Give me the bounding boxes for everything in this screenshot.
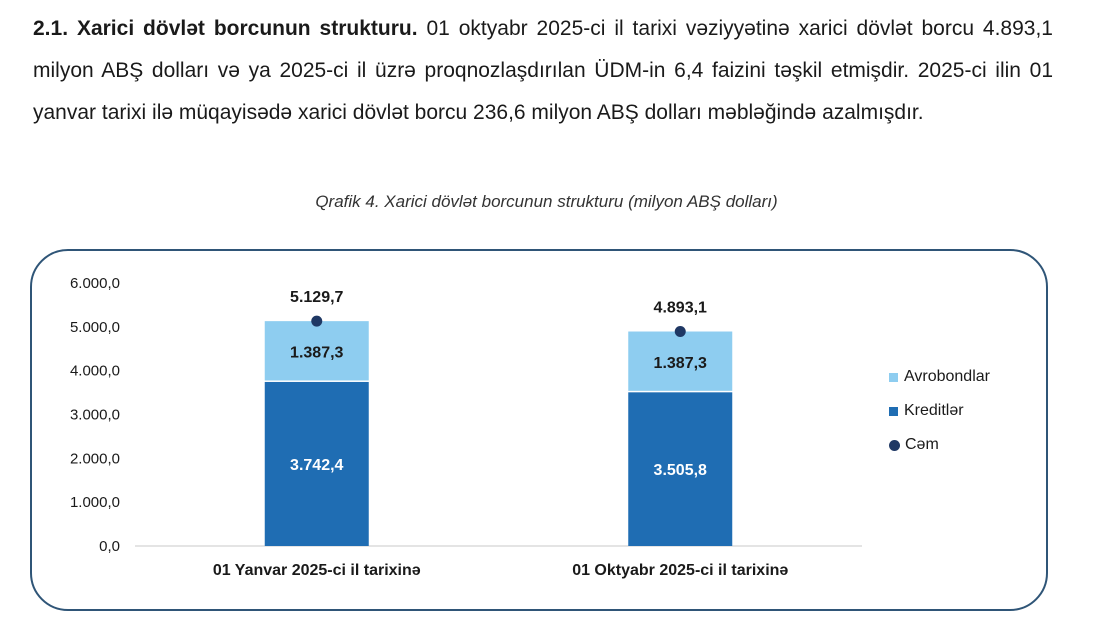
- legend-item-kreditler: [889, 394, 990, 428]
- y-tick-label: 5.000,0: [69, 318, 120, 336]
- y-tick-label: 6.000,0: [69, 275, 120, 292]
- legend-marker-cem: [889, 440, 900, 451]
- section-heading: 2.1. Xarici dövlət borcunun strukturu.: [33, 17, 418, 40]
- y-tick-label: 1.000,0: [69, 494, 120, 512]
- y-tick-label: 4.000,0: [69, 362, 120, 380]
- legend-swatch-kreditler: [889, 407, 898, 416]
- y-tick-label: 3.000,0: [69, 406, 120, 424]
- x-tick-label: 01 Oktyabr 2025-ci il tarixinə: [572, 562, 789, 579]
- point-cem: [311, 316, 322, 327]
- legend-swatch-avrobondlar: [889, 373, 898, 382]
- chart-caption: Qrafik 4. Xarici dövlət borcunun strukturu (milyon ABŞ dolları): [315, 192, 778, 211]
- data-label-avrobondlar: 1.387,3: [290, 344, 344, 362]
- data-label-kreditler: 3.742,4: [290, 456, 344, 474]
- legend-label-kreditler: Kreditlər: [904, 402, 964, 419]
- paragraph-text: 01 oktyabr 2025-ci il tarixi vəziyyətinə xarici dövlət borcu 4.893,1 milyon ABŞ dolları və ya 2025-ci il üzrə proqnozlaşdırılan ÜDM-in 6,4 faizini təşkil etmişdir. 2025-ci ilin 01 yanvar tarixi ilə müqayisədə xarici dövlət borcu 236,6 milyon ABŞ dolları məbləğində azalmışdır.: [33, 17, 1053, 124]
- data-label-cem: 4.893,1: [653, 299, 707, 317]
- chart-legend: [889, 360, 990, 462]
- legend-item-cem: [889, 428, 990, 462]
- data-label-cem: 5.129,7: [290, 289, 344, 307]
- y-tick-label: 0,0: [99, 538, 120, 555]
- legend-label-cem: Cəm: [905, 436, 939, 453]
- y-tick-label: 2.000,0: [69, 450, 120, 468]
- x-tick-label: 01 Yanvar 2025-ci il tarixinə: [212, 562, 421, 579]
- data-label-avrobondlar: 1.387,3: [653, 354, 707, 372]
- legend-item-avrobondlar: [889, 360, 990, 394]
- legend-label-avrobondlar: Avrobondlar: [904, 368, 990, 385]
- data-label-kreditler: 3.505,8: [653, 462, 707, 480]
- point-cem: [675, 326, 686, 337]
